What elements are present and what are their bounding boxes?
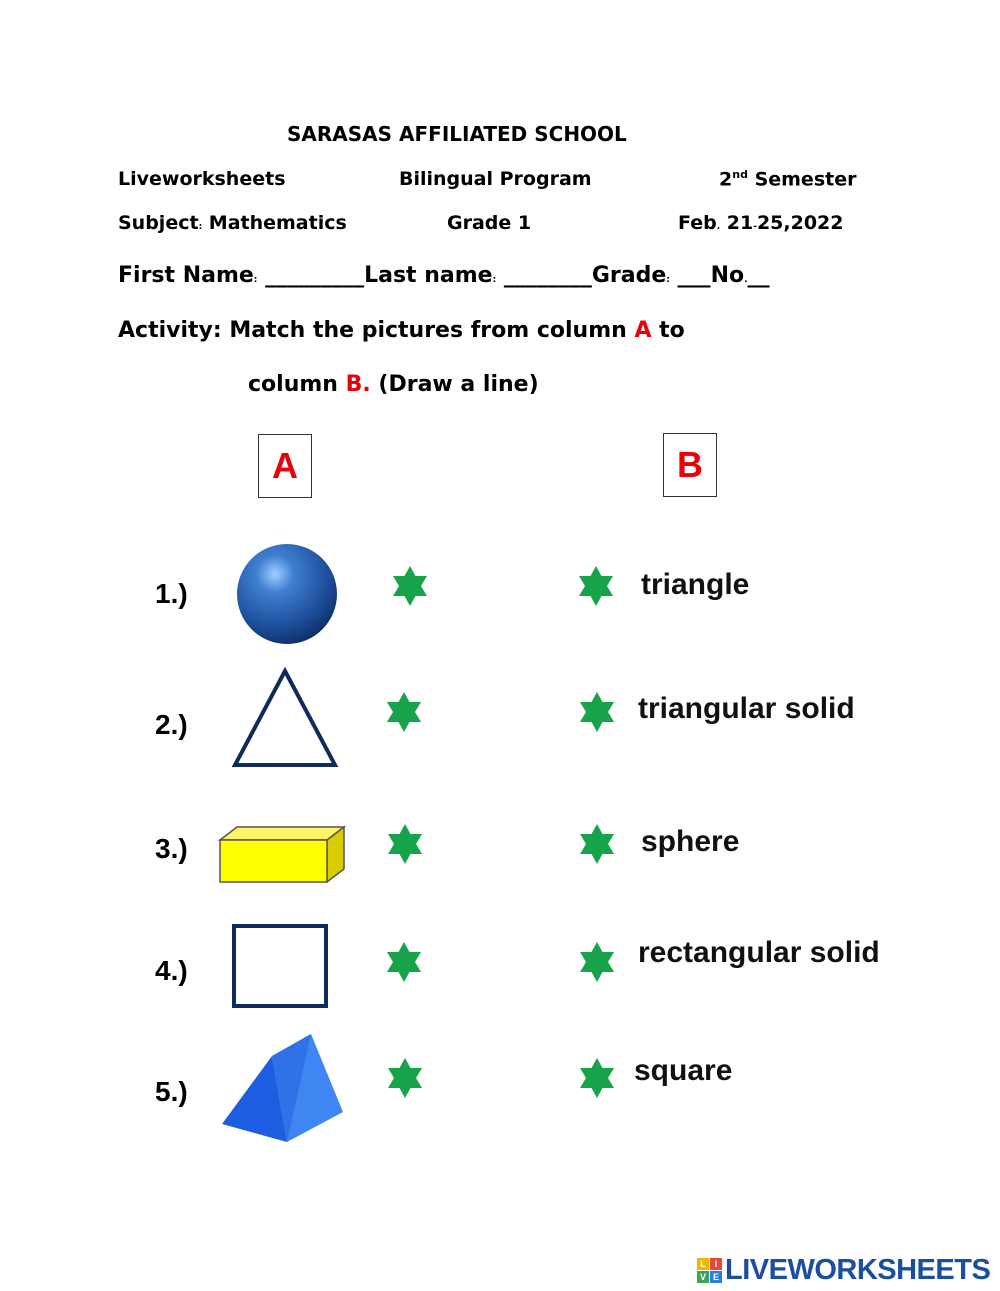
star-a-3[interactable] bbox=[386, 824, 424, 864]
rectangular-solid-picture bbox=[217, 824, 347, 886]
logo-letter-v: V bbox=[697, 1271, 709, 1283]
star-b-4[interactable] bbox=[578, 942, 616, 982]
activity-text-2: to bbox=[651, 318, 685, 343]
first-name-blank[interactable]: _________ bbox=[257, 263, 365, 288]
item-number-3: 3.) bbox=[155, 833, 188, 864]
logo-mark-icon bbox=[697, 1258, 722, 1283]
school-name: SARASAS AFFILIATED SCHOOL bbox=[287, 122, 627, 146]
word-5: square bbox=[634, 1054, 733, 1087]
item-number-4: 4.) bbox=[155, 955, 188, 986]
triangular-solid-picture bbox=[219, 1032, 347, 1144]
activity-col-a: A bbox=[634, 318, 652, 343]
square-picture bbox=[231, 923, 329, 1009]
activity-text-1: Activity: Match the pictures from column bbox=[118, 318, 635, 343]
name-line bbox=[118, 263, 770, 288]
first-name-label: First Name bbox=[118, 263, 254, 288]
star-b-3[interactable] bbox=[578, 824, 616, 864]
word-4: rectangular solid bbox=[638, 936, 880, 969]
liveworksheets-logo bbox=[697, 1254, 990, 1287]
date-dash: - bbox=[753, 222, 757, 232]
grade-label: Grade 1 bbox=[447, 212, 532, 234]
activity-line-1 bbox=[118, 318, 685, 343]
logo-letter-e: E bbox=[710, 1271, 722, 1283]
word-2: triangular solid bbox=[638, 692, 855, 725]
item-number-1: 1.) bbox=[155, 578, 188, 609]
activity-text-3: column bbox=[248, 372, 346, 397]
date-day: 21 bbox=[720, 212, 754, 234]
subject-label: Subject bbox=[118, 212, 199, 234]
triangle-picture bbox=[230, 666, 340, 770]
sphere-picture bbox=[234, 541, 340, 647]
column-a-header: A bbox=[258, 434, 312, 498]
semester-number: 2 bbox=[719, 168, 733, 191]
logo-text: LIVEWORKSHEETS bbox=[725, 1254, 991, 1286]
subject-line bbox=[118, 212, 347, 234]
activity-col-b: B. bbox=[345, 372, 371, 397]
program-label: Bilingual Program bbox=[399, 168, 592, 190]
logo-letter-i: I bbox=[710, 1258, 722, 1270]
activity-line-2 bbox=[248, 372, 539, 397]
word-1: triangle bbox=[641, 568, 750, 601]
date-dot: . bbox=[716, 222, 721, 232]
star-a-2[interactable] bbox=[385, 692, 423, 732]
star-a-4[interactable] bbox=[385, 942, 423, 982]
grade-field-colon: : bbox=[666, 275, 670, 285]
semester-label bbox=[719, 168, 856, 190]
star-b-1[interactable] bbox=[577, 566, 615, 606]
star-a-5[interactable] bbox=[386, 1058, 424, 1098]
last-name-label: Last name bbox=[364, 263, 493, 288]
first-name-colon: : bbox=[253, 275, 258, 285]
date-rest: 25,2022 bbox=[756, 212, 844, 234]
subject-value: Mathematics bbox=[202, 212, 347, 234]
semester-word: Semester bbox=[747, 168, 857, 191]
star-a-1[interactable] bbox=[391, 566, 429, 606]
last-name-blank[interactable]: ________ bbox=[496, 263, 592, 288]
logo-letter-l: L bbox=[697, 1258, 709, 1270]
column-b-header: B bbox=[663, 433, 717, 497]
item-number-2: 2.) bbox=[155, 709, 188, 740]
grade-field-blank[interactable]: ___ bbox=[669, 263, 711, 288]
item-number-5: 5.) bbox=[155, 1076, 188, 1107]
word-3: sphere bbox=[641, 825, 740, 858]
star-b-5[interactable] bbox=[578, 1058, 616, 1098]
last-name-colon: : bbox=[492, 275, 497, 285]
site-label: Liveworksheets bbox=[118, 168, 286, 190]
number-field-label: No bbox=[710, 263, 745, 288]
subject-colon: : bbox=[198, 222, 203, 232]
star-b-2[interactable] bbox=[578, 692, 616, 732]
number-field-dot: . bbox=[744, 275, 748, 285]
grade-field-label: Grade bbox=[591, 263, 667, 288]
date-month: Feb bbox=[678, 212, 717, 234]
number-field-blank[interactable]: __ bbox=[747, 263, 770, 288]
semester-suffix: nd bbox=[732, 168, 748, 181]
activity-text-4: (Draw a line) bbox=[370, 372, 539, 397]
date-line bbox=[678, 212, 843, 234]
